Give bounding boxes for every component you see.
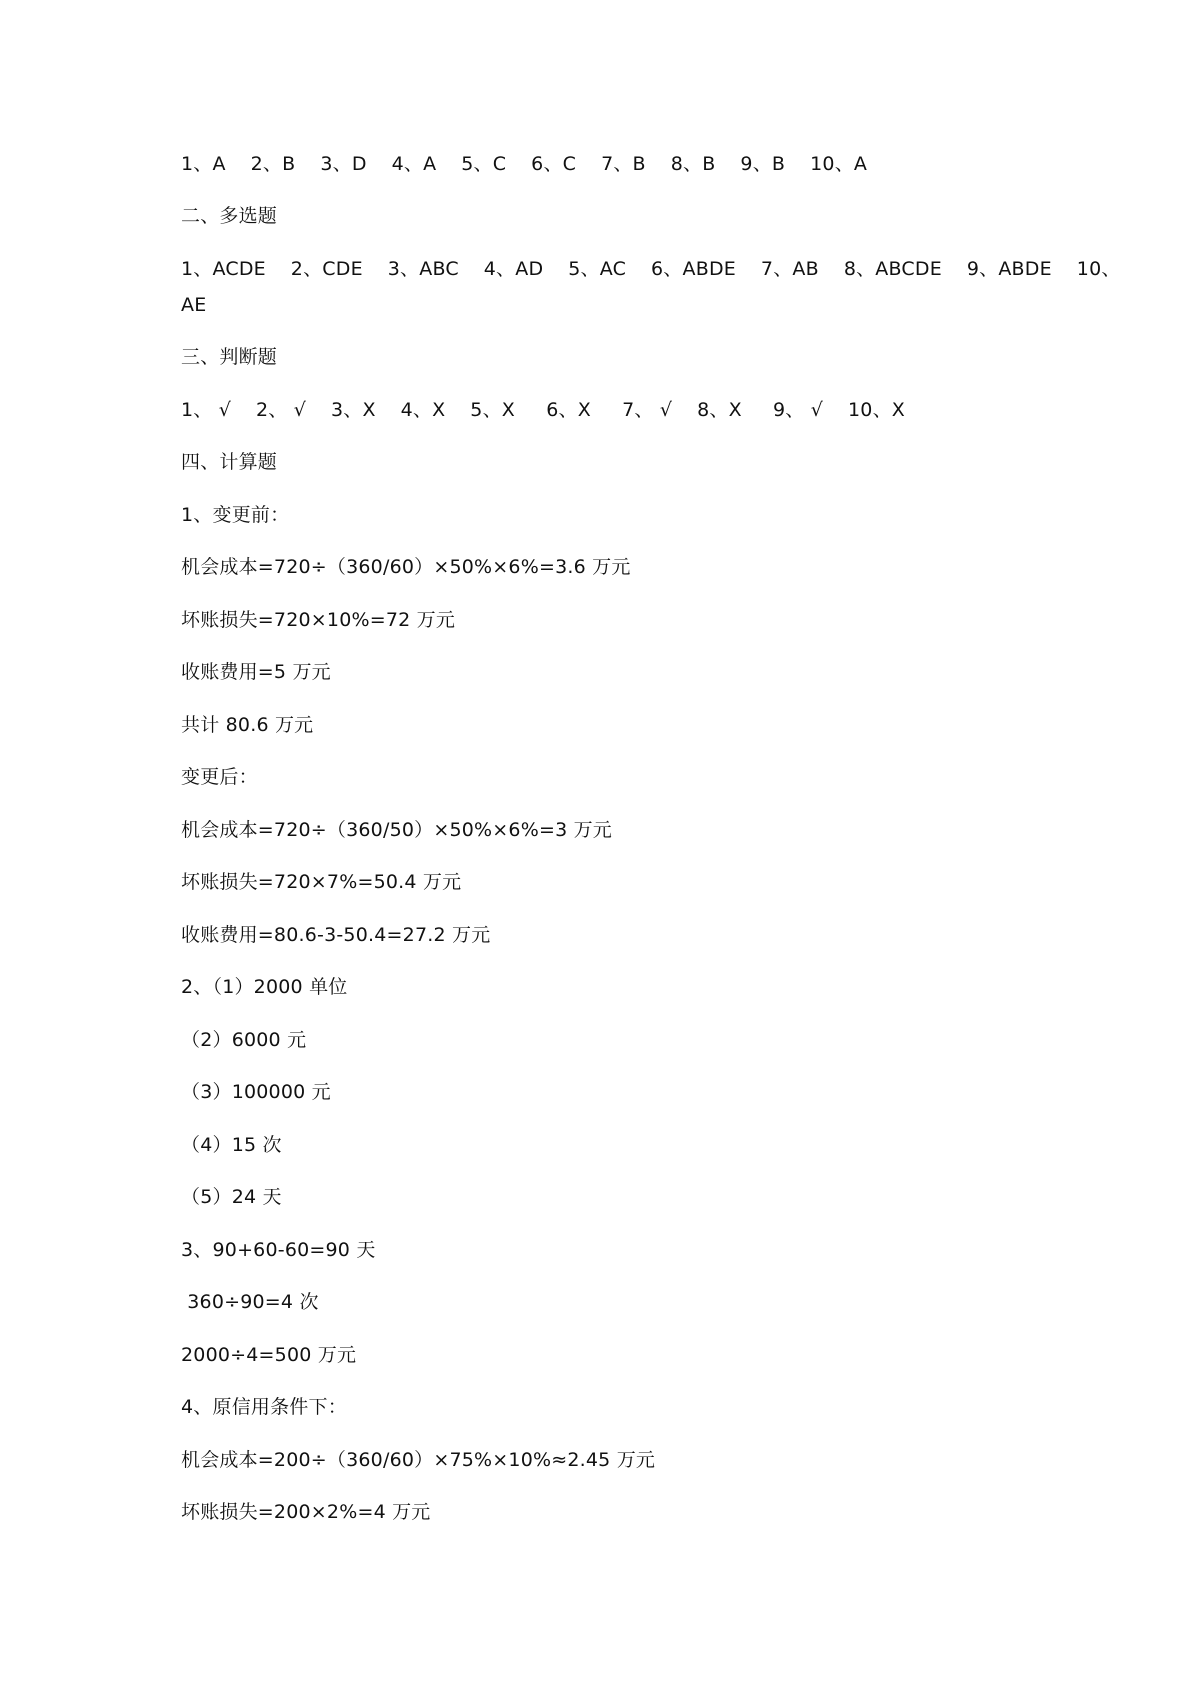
calc-line: 收账费用=5 万元 bbox=[181, 661, 331, 683]
multiple-choice-answers-continued: AE bbox=[181, 294, 207, 316]
calc-2-line: （3）100000 元 bbox=[181, 1081, 331, 1103]
calc-4-line: 坏账损失=200×2%=4 万元 bbox=[181, 1501, 431, 1523]
calc-line: 坏账损失=720×10%=72 万元 bbox=[181, 609, 456, 631]
calc-line: 共计 80.6 万元 bbox=[181, 714, 314, 736]
calc-line: 收账费用=80.6-3-50.4=27.2 万元 bbox=[181, 924, 491, 946]
calc-1-before-label: 1、变更前： bbox=[181, 504, 290, 526]
calc-2-line: （2）6000 元 bbox=[181, 1029, 307, 1051]
calc-line: 坏账损失=720×7%=50.4 万元 bbox=[181, 871, 462, 893]
calc-2-line: （5）24 天 bbox=[181, 1186, 282, 1208]
calc-2-line: （4）15 次 bbox=[181, 1134, 282, 1156]
calc-line: 机会成本=720÷（360/50）×50%×6%=3 万元 bbox=[181, 819, 613, 841]
calc-2-line: 2、（1）2000 单位 bbox=[181, 976, 348, 998]
section-heading-calculation: 四、计算题 bbox=[181, 451, 278, 473]
calc-line: 机会成本=720÷（360/60）×50%×6%=3.6 万元 bbox=[181, 556, 631, 578]
calc-3-line: 2000÷4=500 万元 bbox=[181, 1344, 357, 1366]
section-heading-true-false: 三、判断题 bbox=[181, 346, 278, 368]
true-false-answers: 1、 √ 2、 √ 3、X 4、X 5、X 6、X 7、 √ 8、X 9、 √ 10、X bbox=[181, 399, 905, 421]
single-choice-answers: 1、A 2、B 3、D 4、A 5、C 6、C 7、B 8、B 9、B 10、A bbox=[181, 153, 868, 175]
calc-4-line: 机会成本=200÷（360/60）×75%×10%≈2.45 万元 bbox=[181, 1449, 656, 1471]
calc-4-label: 4、原信用条件下： bbox=[181, 1396, 347, 1418]
section-heading-multiple-choice: 二、多选题 bbox=[181, 205, 278, 227]
calc-1-after-label: 变更后： bbox=[181, 766, 258, 788]
calc-3-line: 360÷90=4 次 bbox=[181, 1291, 319, 1313]
calc-3-line: 3、90+60-60=90 天 bbox=[181, 1239, 376, 1261]
multiple-choice-answers: 1、ACDE 2、CDE 3、ABC 4、AD 5、AC 6、ABDE 7、AB 8、ABCDE 9、ABDE 10、 bbox=[181, 258, 1121, 280]
